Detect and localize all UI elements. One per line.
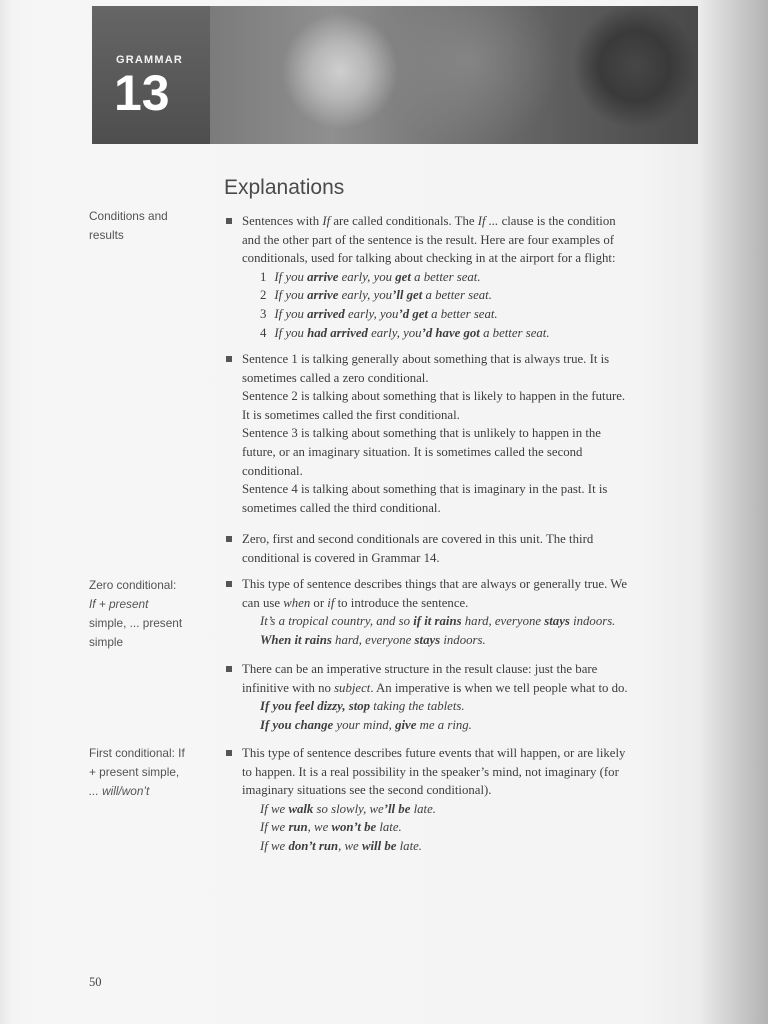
bullet-line [242,594,692,613]
text-segment: If you [274,325,308,340]
text-segment: hard, everyone [461,614,545,629]
text-segment: indoors. [440,632,486,647]
bullet-line: Sentence 4 is talking about something that is imaginary in the past. It is [242,482,608,497]
example-sentence [242,268,692,287]
example-number: 3 [260,306,267,321]
text-segment: ’ll be [383,801,411,816]
text-segment: When it rains [260,632,332,647]
text-segment: get [395,269,411,284]
text-segment: It’s a tropical country, and so [260,614,414,629]
text-segment: your mind, [333,717,396,732]
example-sentence [242,837,692,856]
chapter-header-banner [92,6,698,144]
text-segment: run [288,820,308,835]
margin-note-line: simple, ... present [89,616,183,630]
example-sentence [242,305,692,324]
margin-note-line: simple [89,635,124,649]
text-segment: If [322,214,331,228]
bullet-line: sometimes called the third conditional. [242,500,441,515]
text-segment: hard, everyone [331,632,415,647]
example-number: 4 [260,325,267,340]
text-segment: a better seat. [410,269,481,284]
bullet-line: to happen. It is a real possibility in the speaker’s mind, not imaginary (for [242,764,619,779]
text-segment: don’t run [288,838,339,853]
text-segment: If you [274,306,308,321]
text-segment: early, you [344,306,399,321]
text-segment: a better seat. [427,306,498,321]
bullet-line: imaginary situations see the second conditional). [242,783,492,798]
page-edge-shadow [698,0,768,1024]
text-segment: a better seat. [479,325,550,340]
text-segment: If you change [260,717,334,732]
text-segment: stays [544,614,570,629]
bullet-line [242,212,692,231]
bullet-line: Sentence 1 is talking generally about something that is always true. It is [242,352,610,366]
page-number: 50 [89,975,102,989]
header-photo [210,6,698,144]
text-segment: give [395,717,417,732]
text-segment: If you [274,288,308,303]
text-segment: will be [361,838,397,853]
text-segment: arrive [307,269,339,284]
bullet-line: Zero, first and second conditionals are covered in this unit. The third [242,532,594,546]
text-segment: arrive [307,288,339,303]
explanation-bullet-1 [242,212,692,342]
example-sentence [242,324,692,343]
bullet-line: conditional is covered in Grammar 14. [242,550,440,565]
text-segment: ’d have got [421,325,480,340]
bullet-line: conditional. [242,463,303,478]
margin-note-line: results [89,228,124,242]
example-sentence [242,631,692,650]
margin-note-line: First conditional: If [89,746,185,760]
text-segment: If we [260,820,289,835]
example-number: 2 [260,288,267,303]
margin-note-line: Conditions and [89,209,168,223]
text-segment: ’d get [398,306,428,321]
unit-number: 13 [114,65,170,121]
text-segment: ’ll get [392,288,423,303]
bullet-line: future, or an imaginary situation. It is sometimes called the second [242,444,583,459]
text-segment: infinitive with no [242,680,335,695]
text-segment: Sentences with [242,214,323,228]
text-segment: won’t be [331,820,377,835]
margin-note-line: + present simple, [89,765,180,779]
explanation-bullet-4 [242,575,692,649]
text-segment: taking the tablets. [370,699,465,714]
text-segment: clause is the condition [498,214,616,228]
bullet-line: This type of sentence describes future events that will happen, or are likely [242,746,626,760]
margin-note-line: Zero conditional: [89,578,177,592]
text-segment: when [283,595,311,610]
text-segment: If we [260,838,289,853]
margin-note-line: If + present [89,597,149,611]
text-segment: If we [260,801,289,816]
text-segment: to introduce the sentence. [334,595,469,610]
text-segment: a better seat. [422,288,492,303]
bullet-line: Sentence 3 is talking about something that is unlikely to happen in the [242,426,601,441]
text-segment: If you feel dizzy, stop [260,699,371,714]
text-segment: early, you [338,269,396,284]
text-segment: . An imperative is when we tell people what to do. [370,680,628,695]
text-segment: late. [410,801,436,816]
bullet-line: There can be an imperative structure in the result clause: just the bare [242,662,598,676]
example-sentence [242,716,692,735]
text-segment: , we [338,838,362,853]
bullet-line: It is sometimes called the first conditional. [242,407,460,422]
example-number: 1 [260,269,267,284]
text-segment: indoors. [569,614,616,629]
explanation-bullet-6 [242,744,692,856]
margin-note-conditions [89,207,209,245]
example-sentence [242,697,692,716]
text-segment: had arrived [307,325,368,340]
explanation-bullet-3 [242,530,692,567]
text-segment: stays [414,632,441,647]
example-sentence [242,612,692,631]
text-segment: early, you [338,288,393,303]
text-segment: if [327,595,335,610]
text-segment: , we [307,820,332,835]
section-title: Explanations [224,176,345,199]
text-segment: are called conditionals. The [330,214,478,228]
chapter-label-panel [92,6,211,144]
example-sentence [242,818,692,837]
text-segment: late. [396,838,423,853]
bullet-line: sometimes called a zero conditional. [242,370,429,385]
example-sentence [242,286,692,305]
explanation-bullet-2 [242,350,692,517]
text-segment: walk [288,801,314,816]
margin-note-line: ... will/won’t [89,784,150,798]
text-segment: If you [274,269,308,284]
text-segment: early, you [367,325,422,340]
text-segment: arrived [307,306,345,321]
bullet-line: This type of sentence describes things that are always or generally true. We [242,577,627,591]
text-segment: late. [376,820,402,835]
grammar-label: GRAMMAR [116,54,184,66]
text-segment: or [310,595,328,610]
bullet-line: Sentence 2 is talking about something that is likely to happen in the future. [242,389,626,404]
margin-note-zero-conditional [89,576,209,652]
margin-note-first-conditional [89,744,209,801]
text-segment: If ... [477,214,499,228]
text-segment: me a ring. [416,717,472,732]
bullet-line [242,679,692,698]
text-segment: so slowly, we [313,801,384,816]
bullet-line: conditionals, used for talking about checking in at the airport for a flight: [242,251,616,266]
explanation-bullet-5 [242,660,692,734]
text-segment: if it rains [413,614,462,629]
bullet-line: and the other part of the sentence is the result. Here are four examples of [242,232,615,247]
example-sentence [242,800,692,819]
text-segment: subject [334,680,371,695]
text-segment: can use [242,595,284,610]
